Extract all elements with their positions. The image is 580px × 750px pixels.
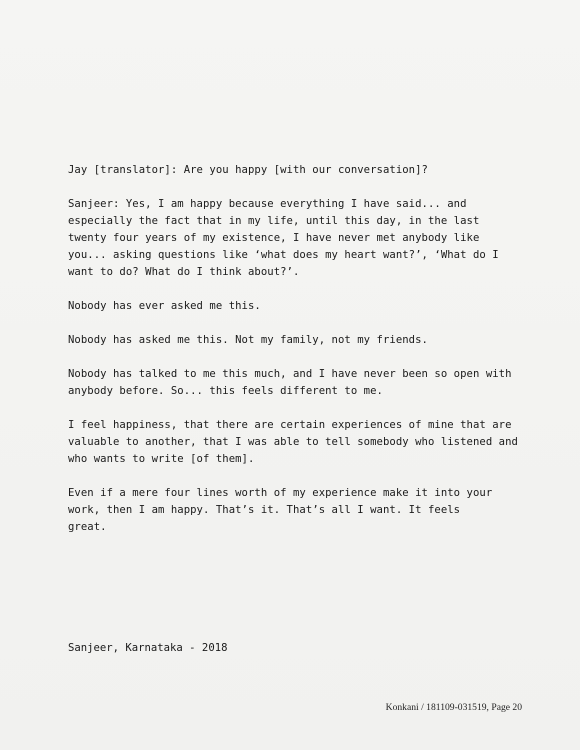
- transcript-body: [68, 162, 538, 553]
- paragraph-question: Jay [translator]: Are you happy [with our conversation]?: [68, 164, 428, 176]
- paragraph-talked: Nobody has talked to me this much, and I have never been so open with anybody before. So... this feels different to me.: [68, 368, 512, 397]
- paragraph-happiness: I feel happiness, that there are certain experiences of mine that are valuable to another, that I was able to tell somebody who listened and who wants to write [of them].: [68, 419, 518, 465]
- paragraph-four-lines: Even if a mere four lines worth of my experience make it into your work, then I am happy. That’s it. That’s all I want. It feels great.: [68, 487, 493, 533]
- page-footer: Konkani / 181109-031519, Page 20: [385, 702, 522, 713]
- paragraph-not-family: Nobody has asked me this. Not my family, not my friends.: [68, 334, 428, 346]
- paragraph-answer: Sanjeer: Yes, I am happy because everything I have said... and especially the fact that in my life, until this day, in the last twenty four years of my existence, I have never met anybody like you... asking questions like ‘what does my heart want?’, ‘What do I want to do? What do I think about?’.: [68, 198, 499, 278]
- paragraph-never-asked: Nobody has ever asked me this.: [68, 300, 261, 312]
- signature-line: Sanjeer, Karnataka - 2018: [68, 642, 228, 654]
